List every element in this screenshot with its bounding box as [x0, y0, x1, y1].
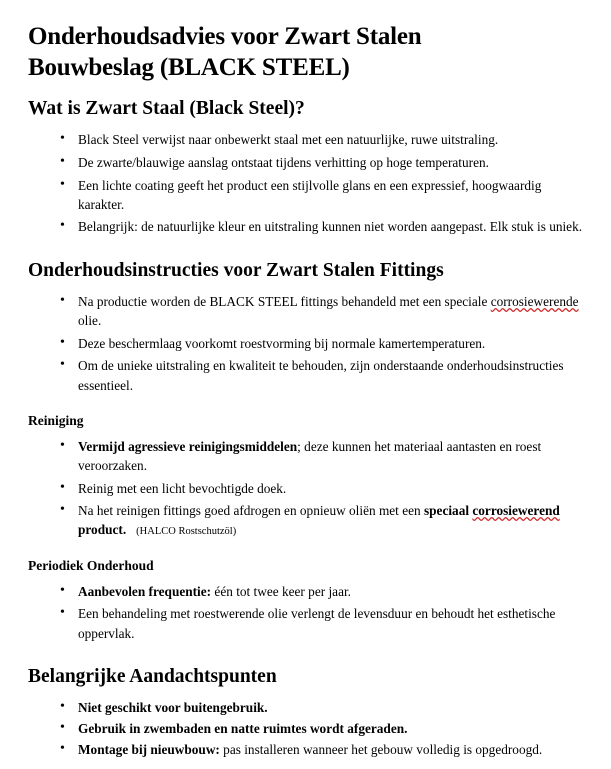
- page-title-line-2: Bouwbeslag (BLACK STEEL): [28, 53, 350, 81]
- page-title-line-1: Onderhoudsadvies voor Zwart Stalen: [28, 23, 422, 50]
- list-item: [56, 698, 585, 717]
- list-item-text-part: één tot twee keer per jaar.: [211, 583, 352, 599]
- list-item: • De zwarte/blauwige aanslag ontstaat tijdens verhitting op hoge temperaturen.: [56, 153, 585, 172]
- list-item-text-part: ; deze kunnen het materiaal aantasten en roest veroorzaken.: [78, 438, 542, 474]
- list-item: • Black Steel verwijst naar onbewerkt staal met een natuurlijke, ruwe uitstraling.: [56, 130, 585, 149]
- subsection-heading-periodiek-onderhoud: Periodiek Onderhoud: [28, 557, 154, 573]
- list-item-text-part: pas installeren wanneer het gebouw volledig is opgedroogd.: [219, 742, 543, 758]
- section-heading-what-is-black-steel: Wat is Zwart Staal (Black Steel)?: [28, 98, 305, 119]
- list-item-text-part: Na het reinigen fittings goed afdrogen en opnieuw oliën met een: [78, 503, 424, 519]
- list-item: • Een behandeling met roestwerende olie verlengt de levensduur en behoudt het esthetische oppervlak.: [56, 604, 585, 642]
- bullet-list-maintenance-instructions: [28, 292, 585, 395]
- list-item: [56, 501, 585, 539]
- list-item-text-part-bold-misspelled: corrosiewerend: [472, 503, 560, 519]
- list-item: [56, 719, 585, 738]
- list-item-text-part-bold: Montage bij nieuwbouw:: [78, 742, 220, 758]
- list-item-text-part-bold: product.: [78, 522, 127, 538]
- section-heading-maintenance-instructions: Onderhoudsinstructies voor Zwart Stalen Fittings: [28, 259, 444, 281]
- bullet-list-what-is-black-steel: [28, 130, 585, 236]
- list-item: • Belangrijk: de natuurlijke kleur en uitstraling kunnen niet worden aangepast. Elk stuk is uniek.: [56, 217, 585, 236]
- bullet-list-important-notes: [28, 698, 585, 759]
- bullet-list-periodiek-onderhoud: [28, 582, 585, 643]
- list-item-text-part-misspelled: corrosiewerende: [490, 293, 579, 309]
- list-item: [56, 582, 585, 601]
- list-item: [56, 740, 585, 759]
- list-item-text-part-bold: Niet geschikt voor buitengebruik.: [78, 700, 268, 716]
- list-item-text-part-bold: Aanbevolen frequentie:: [78, 583, 212, 599]
- list-item-note: (HALCO Rostschutzöl): [136, 526, 237, 538]
- list-item-text-part-bold: Vermijd agressieve reinigingsmiddelen: [78, 438, 298, 454]
- list-item: [56, 437, 585, 475]
- list-item: • Een lichte coating geeft het product een stijlvolle glans en een expressief, hoogwaardig karakter.: [56, 176, 585, 214]
- section-heading-important-notes: Belangrijke Aandachtspunten: [28, 665, 277, 687]
- page-title: [28, 22, 585, 83]
- list-item-text-part: olie.: [78, 313, 102, 329]
- list-item-text-part: Na productie worden de BLACK STEEL fittings behandeld met een speciale: [78, 293, 491, 309]
- list-item: [56, 292, 585, 330]
- list-item: • Om de unieke uitstraling en kwaliteit te behouden, zijn onderstaande onderhoudsinstructies essentieel.: [56, 356, 585, 394]
- list-item: • Deze beschermlaag voorkomt roestvorming bij normale kamertemperaturen.: [56, 334, 585, 353]
- list-item: • Reinig met een licht bevochtigde doek.: [56, 479, 585, 498]
- list-item-text-part-bold: Gebruik in zwembaden en natte ruimtes wordt afgeraden.: [78, 721, 408, 737]
- bullet-list-reiniging: [28, 437, 585, 540]
- list-item-text-part-bold: speciaal: [423, 503, 470, 519]
- subsection-heading-reiniging: Reiniging: [28, 412, 84, 428]
